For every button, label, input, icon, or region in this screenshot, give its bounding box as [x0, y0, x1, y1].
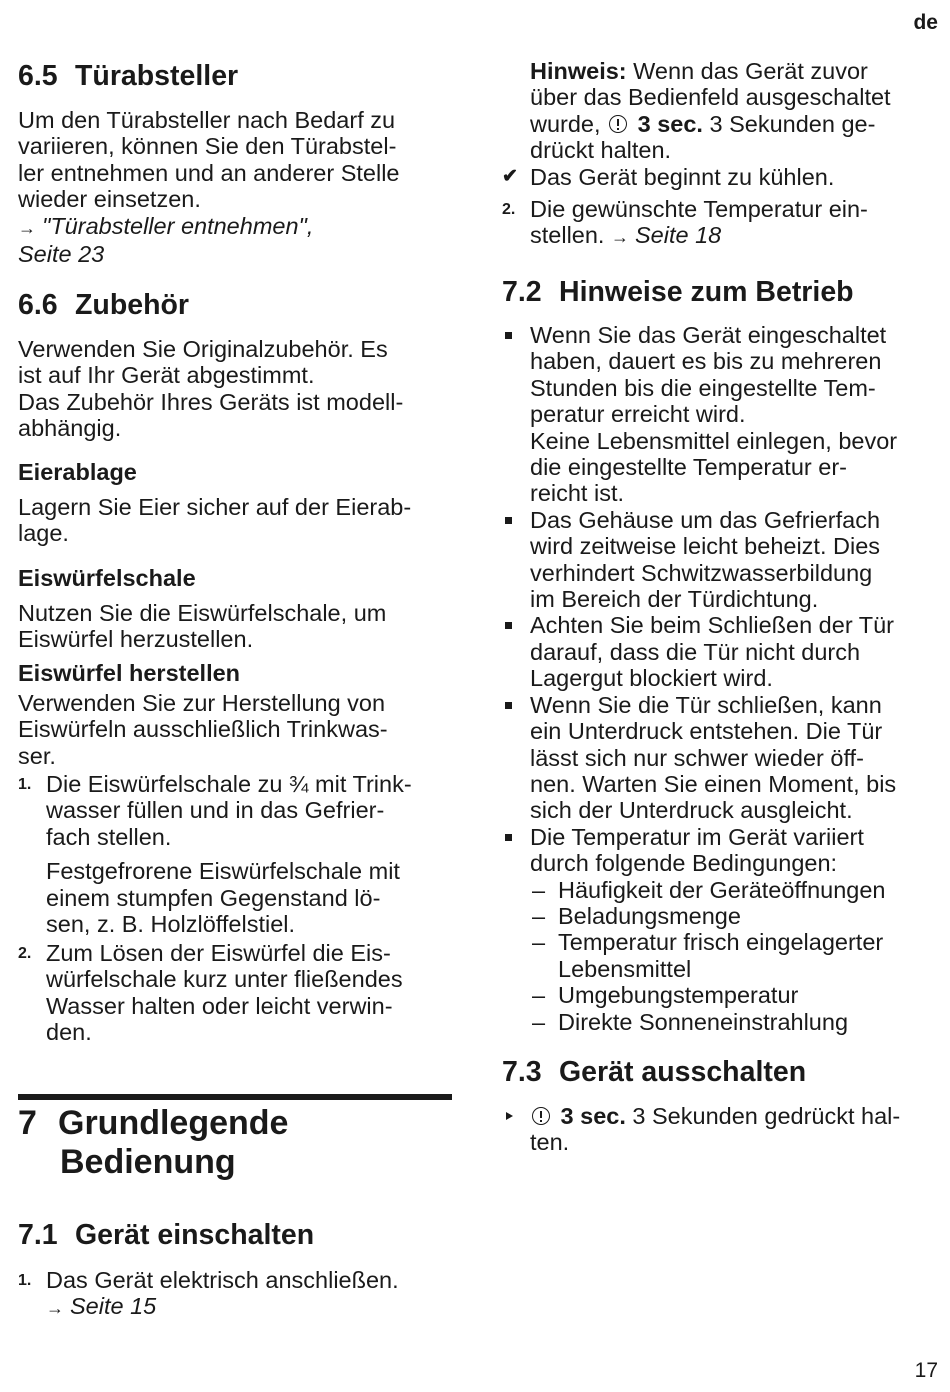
section-title: Zubehör — [75, 289, 189, 321]
item-line: wird zeitweise leicht beheizt. Dies — [530, 533, 881, 560]
note-line: 3 Sekunden ge- — [709, 110, 876, 137]
body-line: Eiswürfel herzustellen. — [18, 626, 254, 653]
language-tag: de — [913, 11, 938, 34]
step-number: 2. — [18, 945, 32, 962]
step-line: Wasser halten oder leicht verwin- — [46, 992, 393, 1019]
eierablage-body — [18, 494, 458, 547]
action-line: 3 Sekunden gedrückt hal- — [632, 1103, 901, 1129]
step-number: 1. — [18, 776, 32, 793]
page-number: 17 — [914, 1358, 938, 1382]
button-duration: 3 sec. — [560, 1103, 626, 1129]
body-line: wieder einsetzen. — [18, 186, 201, 213]
body-line: ser. — [18, 742, 56, 769]
section-6-5-body — [18, 107, 458, 267]
item-line: – Temperatur frisch eingelagerter — [558, 929, 884, 956]
step-2-release-cubes — [18, 940, 486, 1046]
body-line: abhängig. — [18, 415, 122, 442]
reference-text: Seite 18 — [635, 222, 722, 249]
cross-reference-link[interactable] — [611, 222, 721, 248]
section-title: Gerät ausschalten — [559, 1056, 807, 1088]
item-line: – Direkte Sonneneinstrahlung — [558, 1008, 849, 1035]
betrieb-list — [502, 322, 942, 1035]
herstellen-body — [18, 690, 458, 769]
section-number: 7.3 — [502, 1056, 542, 1088]
item-line: Die Temperatur im Gerät variiert — [530, 823, 864, 850]
power-icon — [609, 115, 627, 133]
item-line: peratur erreicht wird. — [530, 401, 746, 428]
section-number: 7.1 — [18, 1219, 58, 1251]
item-line: Achten Sie beim Schließen der Tür — [530, 612, 894, 639]
power-icon — [532, 1107, 550, 1125]
sub-list — [530, 877, 942, 1035]
note-line: Wenn das Gerät zuvor — [633, 58, 868, 84]
eiswuerfelschale-body — [18, 600, 458, 653]
section-7-2-heading — [502, 276, 854, 308]
item-line: sich der Unterdruck ausgleicht. — [530, 797, 853, 824]
item-line: Wenn Sie die Tür schließen, kann — [530, 691, 882, 718]
section-title: Hinweise zum Betrieb — [559, 276, 854, 308]
section-number: 6.6 — [18, 289, 58, 321]
body-line: Verwenden Sie Originalzubehör. Es — [18, 336, 388, 362]
body-line: ler entnehmen und an anderer Stelle — [18, 159, 400, 186]
list-item — [502, 612, 942, 691]
note-line: Festgefrorene Eiswürfelschale mit — [46, 858, 400, 885]
button-duration: 3 sec. — [637, 110, 703, 137]
sub-list-item — [530, 982, 942, 1008]
page-reference[interactable]: Seite 23 — [18, 241, 105, 268]
cross-reference-link[interactable] — [46, 1293, 486, 1321]
step-line: Das Gerät elektrisch anschließen. — [46, 1267, 399, 1293]
item-line: darauf, dass die Tür nicht durch — [530, 638, 861, 665]
arrow-icon — [611, 222, 635, 248]
note-line: über das Bedienfeld ausgeschaltet — [530, 84, 891, 111]
section-7-3-heading — [502, 1056, 806, 1088]
note-line: einem stumpfen Gegenstand lö- — [46, 884, 381, 911]
item-line: durch folgende Bedingungen: — [530, 850, 838, 877]
step-number: 1. — [18, 1272, 32, 1289]
result-text: Das Gerät beginnt zu kühlen. — [530, 164, 835, 190]
item-line: Wenn Sie das Gerät eingeschaltet — [530, 322, 887, 348]
item-line: Das Gehäuse um das Gefrierfach — [530, 506, 881, 533]
item-line: – Beladungsmenge — [558, 902, 741, 929]
sub-list-item — [530, 929, 942, 982]
body-line: Nutzen Sie die Eiswürfelschale, um — [18, 600, 387, 626]
chapter-number: 7 — [18, 1104, 37, 1142]
item-line: – Umgebungstemperatur — [558, 982, 799, 1009]
list-item — [502, 322, 942, 507]
item-line: Stunden bis die eingestellte Tem- — [530, 374, 876, 401]
step-line: fach stellen. — [46, 823, 172, 850]
list-item — [502, 507, 942, 613]
step-line: würfelschale kurz unter fließendes — [46, 966, 403, 993]
check-icon: ✔ — [502, 166, 518, 187]
action-switch-off — [502, 1103, 950, 1156]
body-line: Eiswürfeln ausschließlich Trinkwas- — [18, 716, 388, 743]
chapter-rule — [18, 1094, 452, 1100]
step-number: 2. — [502, 201, 516, 218]
item-line: Lagergut blockiert wird. — [530, 665, 773, 692]
sub-list-item — [530, 1009, 942, 1035]
item-line: nen. Warten Sie einen Moment, bis — [530, 770, 897, 797]
body-line: Das Zubehör Ihres Geräts ist modell- — [18, 388, 404, 415]
step-line: den. — [46, 1019, 92, 1046]
item-line: reicht ist. — [530, 480, 625, 507]
note-label: Hinweis: — [530, 58, 627, 84]
item-line: haben, dauert es bis zu mehreren — [530, 348, 882, 375]
body-line: Verwenden Sie zur Herstellung von — [18, 690, 386, 716]
list-item — [502, 692, 942, 824]
chapter-title: Grundlegende — [58, 1104, 289, 1142]
section-title: Gerät einschalten — [75, 1219, 315, 1251]
item-line: verhindert Schwitzwasserbildung — [530, 559, 873, 586]
item-line: lässt sich nur schwer wieder öff- — [530, 744, 864, 771]
step-line: Die gewünschte Temperatur ein- — [530, 196, 868, 222]
action-line: ten. — [530, 1129, 570, 1156]
reference-text: Seite 15 — [70, 1293, 157, 1320]
sub-list-item — [530, 877, 942, 903]
section-6-6-body — [18, 336, 458, 442]
sub-list-item — [530, 903, 942, 929]
step-note — [46, 858, 486, 937]
section-7-1-heading — [18, 1219, 314, 1251]
step-line: Die Eiswürfelschale zu ¾ mit Trink- — [46, 771, 412, 797]
step-2-set-temperature — [502, 196, 950, 251]
subheading-eierablage: Eierablage — [18, 459, 137, 485]
item-line: im Bereich der Türdichtung. — [530, 586, 819, 613]
step-1-fill-tray — [18, 771, 486, 937]
arrow-icon — [18, 213, 42, 239]
item-line: – Häufigkeit der Geräteöffnungen — [558, 876, 886, 903]
reference-text: "Türabsteller entnehmen", — [42, 212, 314, 239]
step-line: wasser füllen und in das Gefrier- — [46, 797, 385, 824]
section-number: 6.5 — [18, 60, 58, 92]
item-line: die eingestellte Temperatur er- — [530, 454, 847, 481]
body-line: lage. — [18, 520, 69, 547]
hinweis-note — [530, 58, 950, 164]
section-number: 7.2 — [502, 276, 542, 308]
chapter-title: Bedienung — [60, 1143, 236, 1181]
body-line: ist auf Ihr Gerät abgestimmt. — [18, 362, 315, 389]
section-title: Türabsteller — [75, 60, 239, 92]
subheading-eiswuerfel-herstellen: Eiswürfel herstellen — [18, 660, 241, 686]
body-line: variieren, können Sie den Türabstel- — [18, 133, 397, 160]
arrow-icon — [46, 1293, 70, 1319]
step-1-connect — [18, 1267, 486, 1322]
note-line: drückt halten. — [530, 137, 672, 164]
item-line: Keine Lebensmittel einlegen, bevor — [530, 427, 898, 454]
step-line: Zum Lösen der Eiswürfel die Eis- — [46, 940, 391, 966]
item-line: ein Unterdruck entstehen. Die Tür — [530, 718, 883, 745]
subheading-eiswuerfelschale: Eiswürfelschale — [18, 565, 196, 591]
item-line: Lebensmittel — [558, 955, 692, 982]
body-line: Um den Türabsteller nach Bedarf zu — [18, 107, 396, 133]
chapter-7-heading — [18, 1104, 288, 1182]
list-item — [502, 824, 942, 1035]
step-line: stellen. — [530, 222, 605, 249]
note-line: wurde, — [530, 110, 601, 137]
cross-reference-link[interactable] — [18, 213, 458, 241]
result-line — [502, 164, 950, 190]
section-6-5-heading — [18, 60, 238, 92]
body-line: Lagern Sie Eier sicher auf der Eierab- — [18, 494, 412, 520]
section-6-6-heading — [18, 289, 189, 321]
note-line: sen, z. B. Holzlöffelstiel. — [46, 911, 296, 938]
